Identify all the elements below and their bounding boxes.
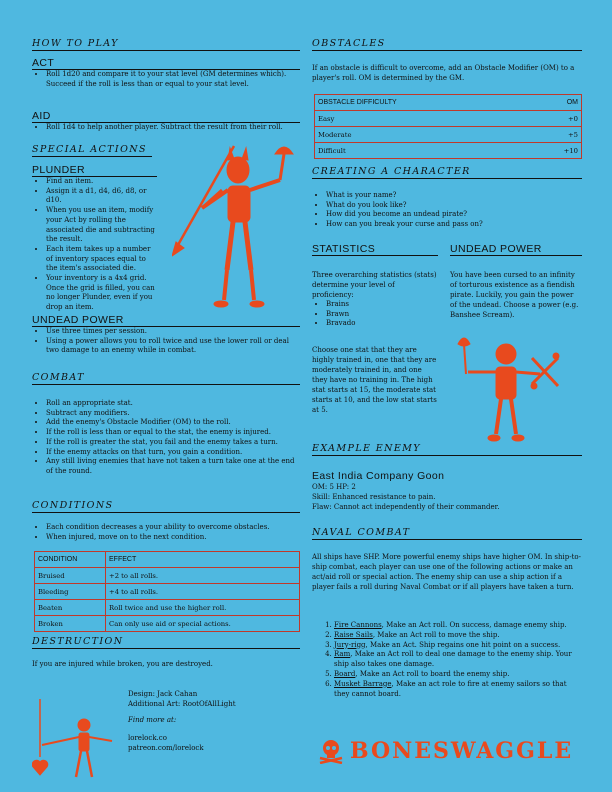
enemy-flaw: Flaw: Cannot act independently of their commander. xyxy=(312,503,500,511)
creating-character-heading: CREATING A CHARACTER xyxy=(312,166,582,179)
combat-list xyxy=(32,399,300,477)
statistics-intro: Three overarching statistics (stats) determine your level of proficiency: xyxy=(312,271,437,299)
design-credit: Design: Jack Cahan xyxy=(128,690,198,698)
list-item: 4. Ram, Make an Act roll to deal one damage to the enemy ship. Your ship also takes one damage. xyxy=(334,650,582,670)
table-row xyxy=(315,127,581,143)
table-header: OBSTACLE DIFFICULTY xyxy=(315,95,529,111)
action-name: Board xyxy=(334,669,356,678)
table-cell: Moderate xyxy=(315,127,529,143)
enemy-name: East India Company Goon xyxy=(312,470,445,482)
act-list xyxy=(32,70,300,89)
undead-power-heading: UNDEAD POWER xyxy=(32,314,300,327)
table-row xyxy=(315,143,581,159)
action-desc: Make an Act. Ship regains one hit point on a success. xyxy=(369,640,561,649)
naval-text: All ships have SHP. More powerful enemy ships have higher OM. In ship-to-ship combat, each player can use one of the following actions or make an act/aid roll or special action. The enemy ship can use a ship action if a player fails a roll during Naval Combat or if all players have taken a turn. xyxy=(312,553,582,591)
list-item: 6. Musket Barrage, Make an act role to fire at enemy sailors so that they cannot board. xyxy=(334,680,582,700)
list-item: • Use three times per session. xyxy=(46,327,300,337)
aid-heading: AID xyxy=(32,110,300,123)
aid-item: • Roll 1d4 to help another player. Subtract the result from their roll. xyxy=(46,123,300,133)
list-item: • When injured, move on to the next condition. xyxy=(46,533,300,543)
table-cell: Roll twice and use the higher roll. xyxy=(106,600,300,616)
table-header: CONDITION xyxy=(35,552,106,568)
action-name: Fire Cannons xyxy=(334,621,382,629)
list-item: • Assign it a d1, d4, d6, d8, or d10. xyxy=(46,187,157,206)
table-cell: +4 to all rolls. xyxy=(106,584,300,600)
special-actions-heading: SPECIAL ACTIONS xyxy=(32,144,152,157)
list-item: • When you use an item, modify your Act by rolling the associated die and subtracting the result. xyxy=(46,206,157,245)
statistics-heading: STATISTICS xyxy=(312,243,438,256)
obstacles-text: If an obstacle is difficult to overcome, add an Obstacle Modifier (OM) to a player's roll. OM is determined by the GM. xyxy=(312,64,575,82)
naval-combat-heading: NAVAL COMBAT xyxy=(312,527,582,540)
table-cell: Can only use aid or special actions. xyxy=(109,619,231,628)
skeleton-heart-illustration xyxy=(32,685,120,780)
list-item: • Each condition decreases a your ability to overcome obstacles. xyxy=(46,523,300,533)
find-more-label: Find more at: xyxy=(128,716,177,724)
table-row xyxy=(35,600,299,616)
logo-text: BONESWAGGLE xyxy=(350,738,574,764)
list-item: • Each item takes up a number of inventory spaces equal to the item's associated die. xyxy=(46,245,157,274)
action-desc: Make an Act roll to board the enemy ship. xyxy=(359,669,510,678)
table-cell: +0 xyxy=(529,111,581,127)
action-name: Ram xyxy=(334,650,351,659)
table-cell: Bleeding xyxy=(35,584,106,600)
list-item: 1. Fire Cannons, Make an Act roll. On success, damage enemy ship. xyxy=(334,621,582,631)
enemy-skill: Skill: Enhanced resistance to pain. xyxy=(312,493,436,501)
list-item: • Your inventory is a 4x4 grid. Once the grid is filled, you can no longer Plunder, even if you drop an item. xyxy=(46,274,157,313)
list-item: • Find an item. xyxy=(46,177,157,187)
act-heading: ACT xyxy=(32,57,300,70)
conditions-list xyxy=(32,523,300,542)
table-header: EFFECT xyxy=(106,552,300,568)
list-item: • How can you break your curse and pass on? xyxy=(326,220,582,230)
lorelock-link[interactable]: lorelock.co xyxy=(128,734,167,742)
boneswaggle-logo xyxy=(318,738,580,764)
list-item: • If the roll is less than or equal to the stat, the enemy is injured. xyxy=(46,428,300,438)
table-row xyxy=(35,584,299,600)
action-desc: Make an act role to fire at enemy sailors so that they cannot board. xyxy=(334,679,567,698)
list-item: • Roll an appropriate stat. xyxy=(46,399,300,409)
table-cell: Beaten xyxy=(35,600,106,616)
skull-crossbones-icon xyxy=(318,738,344,764)
enemy-stats: OM: 5 HP: 2 xyxy=(312,483,356,491)
obstacles-table xyxy=(314,94,582,159)
destruction-heading: DESTRUCTION xyxy=(32,636,300,649)
list-item: • What is your name? xyxy=(326,191,582,201)
conditions-table xyxy=(34,551,300,632)
list-item: • Brawn xyxy=(326,310,438,320)
table-row xyxy=(35,616,299,632)
table-cell: +2 to all rolls. xyxy=(106,568,300,584)
list-item: • Subtract any modifiers. xyxy=(46,409,300,419)
list-item: • Bravado xyxy=(326,319,438,329)
table-cell: Easy xyxy=(315,111,529,127)
list-item: • If the enemy attacks on that turn, you gain a condition. xyxy=(46,448,300,458)
art-credit: Additional Art: RootOfAllLight xyxy=(128,700,236,708)
table-cell: +10 xyxy=(563,146,578,155)
action-name: Musket Barrage xyxy=(334,679,392,688)
creating-list xyxy=(312,191,582,230)
table-cell: Broken xyxy=(35,616,106,632)
list-item: 3. Jury-rigg, Make an Act. Ship regains one hit point on a success. xyxy=(334,641,582,651)
table-cell: +5 xyxy=(529,127,581,143)
list-item: • If the roll is greater the stat, you fail and the enemy takes a turn. xyxy=(46,438,300,448)
undead-power-2-heading: UNDEAD POWER xyxy=(450,243,582,256)
action-name: Raise Sails xyxy=(334,630,373,639)
list-item: • What do you look like? xyxy=(326,201,582,211)
table-row xyxy=(35,568,299,584)
table-cell: Difficult xyxy=(318,146,346,155)
list-item: • Any still living enemies that have not taken a turn take one at the end of the round. xyxy=(46,457,300,476)
destruction-text: If you are injured while broken, you are destroyed. xyxy=(32,660,213,668)
how-to-play-heading: HOW TO PLAY xyxy=(32,38,300,51)
list-item: • Brains xyxy=(326,300,438,310)
action-desc: Make an Act roll to move the ship. xyxy=(377,630,500,639)
action-desc: Make an Act roll. On success, damage enemy ship. xyxy=(386,621,567,629)
aid-list xyxy=(32,123,300,133)
action-name: Jury-rigg xyxy=(334,640,366,649)
list-item: • Add the enemy's Obstacle Modifier (OM) to the roll. xyxy=(46,418,300,428)
statistics-text: Choose one stat that they are highly trained in, one that they are moderately trained in, and one they have no training in. The high stat starts at 15, the moderate stat starts at 10, and the low stat starts at 5. xyxy=(312,346,437,415)
table-row xyxy=(315,111,581,127)
plunder-list xyxy=(32,177,157,313)
plunder-heading: PLUNDER xyxy=(32,164,157,177)
undead-power-list xyxy=(32,327,300,356)
table-header: OM xyxy=(529,95,581,111)
obstacles-heading: OBSTACLES xyxy=(312,38,582,51)
list-item: • How did you become an undead pirate? xyxy=(326,210,582,220)
act-item: • Roll 1d20 and compare it to your stat level (GM determines which). Succeed if the roll is less than or equal to your stat level. xyxy=(46,70,300,89)
example-enemy-heading: EXAMPLE ENEMY xyxy=(312,443,582,456)
list-item: 2. Raise Sails, Make an Act roll to move the ship. xyxy=(334,631,582,641)
conditions-heading: CONDITIONS xyxy=(32,500,300,513)
list-item: 5. Board, Make an Act roll to board the enemy ship. xyxy=(334,670,582,680)
naval-actions-list xyxy=(312,621,582,699)
patreon-link[interactable]: patreon.com/lorelock xyxy=(128,744,204,752)
skeleton-spear-illustration xyxy=(172,140,307,310)
action-desc: Make an Act roll to deal one damage to the enemy ship. Your ship also takes one damage. xyxy=(334,650,572,669)
combat-heading: COMBAT xyxy=(32,372,300,385)
list-item: • Using a power allows you to roll twice and use the lower roll or deal two damage to an enemy while in combat. xyxy=(46,337,300,356)
table-cell: Bruised xyxy=(35,568,106,584)
stats-list xyxy=(312,300,438,329)
skeleton-bone-illustration xyxy=(450,334,570,444)
undead-power-2-text: You have been cursed to an infinity of torturous existence as a fiendish pirate. Luckily, you gain the power of the undead. Choose a power (e.g. Banshee Scream). xyxy=(450,271,579,319)
